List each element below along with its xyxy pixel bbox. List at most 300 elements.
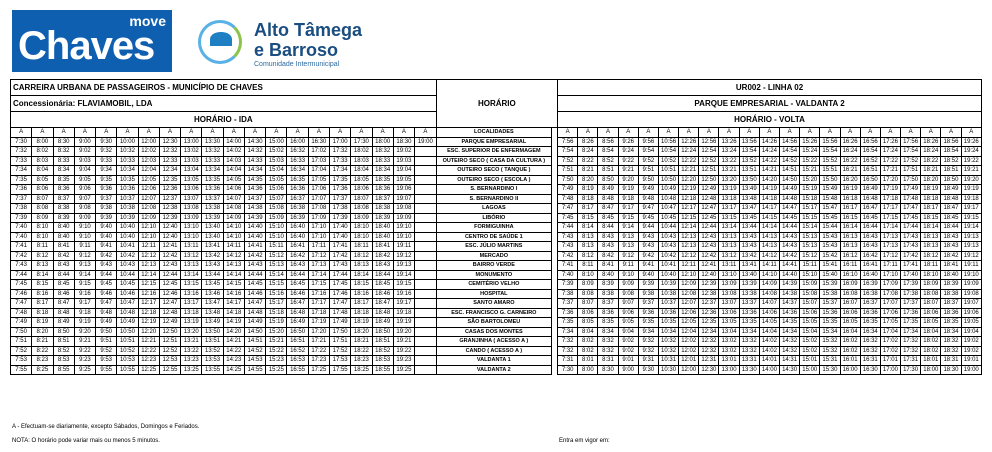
- volta-time: 16:49: [860, 185, 880, 195]
- volta-time: 9:15: [618, 213, 638, 223]
- stop-name: MONUMENTO: [436, 270, 551, 280]
- ida-time: 14:35: [244, 175, 265, 185]
- ida-time: 13:08: [181, 204, 202, 214]
- volta-time: 7:43: [558, 242, 578, 252]
- ida-time: 16:00: [287, 137, 308, 147]
- ida-time: 7:40: [11, 232, 32, 242]
- volta-time: 9:20: [618, 175, 638, 185]
- volta-time: 8:45: [598, 213, 618, 223]
- stop-name: ESC. SUPERIOR DE ENFERMAGEM: [436, 147, 551, 157]
- ida-time: 10:53: [117, 356, 138, 366]
- ida-time: 9:39: [96, 213, 117, 223]
- ida-time: 7:41: [11, 242, 32, 252]
- ida-time: [415, 223, 437, 233]
- ida-time: 9:33: [96, 156, 117, 166]
- volta-column-code: A: [719, 128, 739, 138]
- table-row: [11, 223, 982, 233]
- volta-time: 8:44: [598, 223, 618, 233]
- volta-time: 18:05: [921, 318, 941, 328]
- table-row: [11, 337, 982, 347]
- volta-time: 14:41: [779, 261, 799, 271]
- volta-time: 12:39: [699, 280, 719, 290]
- volta-time: 15:18: [800, 194, 820, 204]
- volta-time: 19:01: [961, 356, 981, 366]
- ida-time: 18:43: [372, 261, 393, 271]
- volta-time: 8:31: [598, 356, 618, 366]
- volta-time: 12:43: [699, 242, 719, 252]
- volta-time: 18:41: [941, 261, 961, 271]
- ida-time: 12:55: [159, 365, 180, 375]
- volta-time: 14:32: [779, 337, 799, 347]
- volta-heading: HORÁRIO - VOLTA: [558, 112, 982, 128]
- ida-time: 7:30: [11, 137, 32, 147]
- stop-name: SÃO BARTOLOMEU: [436, 318, 551, 328]
- volta-time: 8:13: [578, 232, 598, 242]
- ida-time: 14:42: [244, 251, 265, 261]
- volta-time: 10:32: [658, 346, 678, 356]
- volta-time: 12:09: [679, 280, 699, 290]
- ida-time: 17:23: [308, 356, 329, 366]
- volta-column-code: A: [941, 128, 961, 138]
- volta-time: 13:56: [739, 137, 759, 147]
- ida-time: 9:34: [96, 166, 117, 176]
- stop-name: SANTO AMARO: [436, 299, 551, 309]
- volta-time: 13:37: [739, 299, 759, 309]
- ida-time: 15:07: [266, 194, 287, 204]
- volta-time: 9:32: [638, 337, 658, 347]
- ida-time: 8:25: [32, 365, 53, 375]
- volta-time: 15:48: [820, 194, 840, 204]
- volta-time: 13:18: [719, 194, 739, 204]
- ida-time: 17:40: [329, 223, 350, 233]
- ida-time: 18:14: [351, 270, 372, 280]
- volta-time: 12:50: [699, 175, 719, 185]
- volta-time: 8:09: [578, 280, 598, 290]
- volta-time: 16:43: [860, 242, 880, 252]
- table-row: [11, 280, 982, 290]
- ida-time: 7:32: [11, 147, 32, 157]
- volta-time: 9:19: [618, 185, 638, 195]
- volta-time: 18:42: [941, 251, 961, 261]
- volta-time: 15:04: [800, 327, 820, 337]
- ida-time: 7:52: [11, 346, 32, 356]
- volta-time: 13:26: [719, 137, 739, 147]
- volta-time: 15:52: [820, 156, 840, 166]
- ida-time: 16:45: [287, 280, 308, 290]
- ida-time: 10:48: [117, 308, 138, 318]
- volta-time: 13:50: [739, 175, 759, 185]
- ida-time: 8:13: [32, 261, 53, 271]
- ida-time: 8:10: [32, 232, 53, 242]
- volta-time: 15:50: [820, 175, 840, 185]
- volta-time: 14:13: [759, 242, 779, 252]
- ida-time: 18:40: [372, 223, 393, 233]
- ida-time: 13:38: [202, 204, 223, 214]
- volta-time: 13:09: [719, 280, 739, 290]
- volta-time: 15:56: [820, 137, 840, 147]
- ida-time: [415, 346, 437, 356]
- volta-column-code: A: [961, 128, 981, 138]
- ida-time: 13:03: [181, 156, 202, 166]
- ida-time: 12:46: [159, 289, 180, 299]
- ida-time: 8:41: [53, 242, 74, 252]
- volta-time: 18:11: [921, 261, 941, 271]
- volta-time: 12:02: [679, 337, 699, 347]
- ida-time: 13:14: [181, 270, 202, 280]
- ida-time: [415, 365, 437, 375]
- ida-time: 14:05: [223, 175, 244, 185]
- ida-time: 17:17: [308, 299, 329, 309]
- volta-time: 7:41: [558, 261, 578, 271]
- volta-column-code: A: [921, 128, 941, 138]
- volta-time: 14:11: [759, 261, 779, 271]
- volta-time: 15:49: [820, 185, 840, 195]
- volta-time: 17:01: [880, 356, 900, 366]
- ida-time: 13:10: [181, 223, 202, 233]
- volta-time: 19:11: [961, 261, 981, 271]
- ida-time: 18:15: [351, 280, 372, 290]
- stop-name: MERCADO: [436, 251, 551, 261]
- volta-time: 19:04: [961, 327, 981, 337]
- ida-time: 13:46: [202, 289, 223, 299]
- volta-time: 12:10: [679, 270, 699, 280]
- ida-column-code: A: [223, 128, 244, 138]
- volta-time: 16:02: [840, 346, 860, 356]
- ida-time: 14:14: [223, 270, 244, 280]
- ida-time: 7:33: [11, 156, 32, 166]
- ida-time: 8:39: [53, 213, 74, 223]
- ida-time: 18:34: [372, 166, 393, 176]
- volta-time: 19:12: [961, 251, 981, 261]
- ida-time: 14:17: [223, 299, 244, 309]
- ida-time: 17:39: [329, 213, 350, 223]
- volta-time: 16:31: [860, 356, 880, 366]
- volta-time: 14:08: [759, 289, 779, 299]
- volta-time: 15:54: [820, 147, 840, 157]
- volta-time: 17:05: [880, 318, 900, 328]
- volta-time: 14:35: [779, 318, 799, 328]
- volta-time: 16:08: [840, 289, 860, 299]
- ida-time: 17:11: [308, 242, 329, 252]
- ida-time: 18:44: [372, 270, 393, 280]
- ida-time: 13:00: [181, 137, 202, 147]
- ida-time: 17:19: [308, 318, 329, 328]
- ida-time: 14:41: [244, 242, 265, 252]
- ida-time: 9:21: [74, 337, 95, 347]
- volta-time: 7:49: [558, 185, 578, 195]
- ida-time: 7:47: [11, 299, 32, 309]
- volta-time: 13:34: [739, 327, 759, 337]
- table-row: [11, 308, 982, 318]
- ida-time: 17:50: [329, 327, 350, 337]
- ida-time: 18:00: [372, 137, 393, 147]
- volta-time: 15:13: [800, 242, 820, 252]
- ida-time: 18:06: [351, 185, 372, 195]
- volta-time: 12:38: [699, 289, 719, 299]
- ida-time: 9:12: [74, 251, 95, 261]
- ida-time: 18:08: [351, 204, 372, 214]
- note-variation: NOTA: O horário pode variar mais ou menos 5 minutos.: [12, 438, 160, 444]
- volta-time: 7:36: [558, 308, 578, 318]
- ida-time: 17:04: [308, 166, 329, 176]
- volta-time: 7:48: [558, 194, 578, 204]
- ida-time: 14:10: [223, 232, 244, 242]
- ida-time: 9:20: [74, 327, 95, 337]
- table-row: [11, 299, 982, 309]
- volta-time: 16:38: [860, 289, 880, 299]
- ida-time: [415, 327, 437, 337]
- volta-time: 10:41: [658, 261, 678, 271]
- volta-time: 12:47: [699, 204, 719, 214]
- ida-time: 13:04: [181, 166, 202, 176]
- ida-time: 12:10: [138, 232, 159, 242]
- ida-time: 8:43: [53, 261, 74, 271]
- volta-time: 18:04: [921, 327, 941, 337]
- volta-time: 17:52: [901, 156, 921, 166]
- volta-time: 14:18: [759, 194, 779, 204]
- ida-time: [415, 356, 437, 366]
- ida-time: 12:20: [138, 327, 159, 337]
- ida-time: 15:00: [266, 137, 287, 147]
- note-a: A - Efectuam-se diariamente, excepto Sábados, Domingos e Feriados.: [12, 424, 200, 430]
- volta-time: 13:32: [739, 337, 759, 347]
- volta-time: 9:13: [618, 232, 638, 242]
- ida-time: 7:44: [11, 270, 32, 280]
- volta-time: 17:17: [880, 204, 900, 214]
- ida-time: 9:32: [96, 147, 117, 157]
- ida-time: 8:04: [32, 166, 53, 176]
- volta-time: 8:40: [598, 270, 618, 280]
- volta-time: 12:54: [699, 147, 719, 157]
- volta-time: 14:00: [759, 365, 779, 375]
- volta-time: 7:38: [558, 289, 578, 299]
- ida-time: 15:13: [266, 261, 287, 271]
- ida-time: 14:50: [244, 327, 265, 337]
- ida-time: 8:08: [32, 204, 53, 214]
- volta-column-code: A: [638, 128, 658, 138]
- volta-time: 18:26: [921, 137, 941, 147]
- ida-time: 13:05: [181, 175, 202, 185]
- volta-time: 18:35: [941, 318, 961, 328]
- volta-time: 9:40: [638, 270, 658, 280]
- volta-time: 17:45: [901, 213, 921, 223]
- volta-time: 17:48: [901, 194, 921, 204]
- volta-time: 12:11: [679, 261, 699, 271]
- ida-time: 8:15: [32, 280, 53, 290]
- ida-time: 10:00: [117, 137, 138, 147]
- volta-time: 17:44: [901, 223, 921, 233]
- stop-name: LAGOAS: [436, 204, 551, 214]
- ida-time: 18:10: [351, 223, 372, 233]
- volta-time: 15:08: [800, 289, 820, 299]
- volta-time: 8:51: [598, 166, 618, 176]
- ida-time: [415, 175, 437, 185]
- volta-time: 18:38: [941, 289, 961, 299]
- ida-time: 19:20: [393, 327, 414, 337]
- volta-time: 9:24: [618, 147, 638, 157]
- volta-time: 15:31: [820, 356, 840, 366]
- ida-time: 15:08: [266, 204, 287, 214]
- ida-time: 15:10: [266, 223, 287, 233]
- ida-time: 9:06: [74, 185, 95, 195]
- atb-emblem-inner-icon: [210, 32, 232, 46]
- ida-time: 8:37: [53, 194, 74, 204]
- table-row: [11, 204, 982, 214]
- volta-time: 12:05: [679, 318, 699, 328]
- volta-time: 17:50: [901, 175, 921, 185]
- ida-time: [415, 194, 437, 204]
- ida-time: 14:37: [244, 194, 265, 204]
- ida-time: 12:30: [159, 137, 180, 147]
- ida-time: 14:44: [244, 270, 265, 280]
- ida-time: 18:33: [372, 156, 393, 166]
- ida-time: 13:30: [202, 137, 223, 147]
- ida-time: 9:30: [96, 137, 117, 147]
- ida-time: 9:10: [74, 223, 95, 233]
- ida-time: 12:13: [138, 261, 159, 271]
- ida-time: 18:20: [351, 327, 372, 337]
- ida-time: 10:41: [117, 242, 138, 252]
- volta-time: 19:05: [961, 318, 981, 328]
- ida-time: 18:23: [351, 356, 372, 366]
- volta-time: 14:24: [759, 147, 779, 157]
- volta-time: 8:17: [578, 204, 598, 214]
- volta-time: 8:04: [578, 327, 598, 337]
- ida-time: 7:45: [11, 280, 32, 290]
- volta-time: 7:35: [558, 318, 578, 328]
- ida-time: 9:40: [96, 232, 117, 242]
- ida-time: 17:21: [308, 337, 329, 347]
- volta-time: 7:30: [558, 365, 578, 375]
- ida-time: 14:47: [244, 299, 265, 309]
- stop-name: CANDO ( ACESSO A ): [436, 346, 551, 356]
- ida-time: 8:21: [32, 337, 53, 347]
- volta-time: 13:41: [739, 261, 759, 271]
- volta-time: 18:21: [921, 166, 941, 176]
- volta-time: 9:21: [618, 166, 638, 176]
- ida-time: 13:35: [202, 175, 223, 185]
- volta-time: 16:07: [840, 299, 860, 309]
- ida-time: 15:20: [266, 327, 287, 337]
- ida-time: 18:38: [372, 204, 393, 214]
- ida-time: 12:04: [138, 166, 159, 176]
- ida-time: 12:40: [159, 232, 180, 242]
- ida-time: 12:47: [159, 299, 180, 309]
- volta-time: 15:17: [800, 204, 820, 214]
- volta-time: 17:38: [901, 289, 921, 299]
- volta-time: 8:43: [598, 232, 618, 242]
- ida-time: 19:08: [393, 204, 414, 214]
- volta-time: 18:47: [941, 204, 961, 214]
- ida-time: 17:53: [329, 356, 350, 366]
- volta-time: 9:48: [638, 194, 658, 204]
- volta-time: 18:14: [921, 223, 941, 233]
- volta-time: 16:09: [840, 280, 860, 290]
- volta-time: 16:04: [840, 327, 860, 337]
- ida-time: 17:10: [308, 223, 329, 233]
- ida-time: 19:21: [393, 337, 414, 347]
- ida-time: 17:00: [329, 137, 350, 147]
- volta-time: 18:07: [921, 299, 941, 309]
- ida-heading: HORÁRIO - IDA: [11, 112, 437, 128]
- ida-column-code: A: [32, 128, 53, 138]
- volta-time: 16:37: [860, 299, 880, 309]
- volta-time: 19:14: [961, 223, 981, 233]
- ida-time: 15:14: [266, 270, 287, 280]
- ida-time: 13:32: [202, 147, 223, 157]
- volta-time: 8:42: [598, 251, 618, 261]
- volta-time: 8:05: [578, 318, 598, 328]
- volta-time: 12:37: [699, 299, 719, 309]
- volta-time: 15:11: [800, 261, 820, 271]
- volta-time: 8:26: [578, 137, 598, 147]
- volta-time: 16:13: [840, 232, 860, 242]
- volta-column-code: A: [840, 128, 860, 138]
- ida-time: 14:15: [223, 280, 244, 290]
- volta-time: 9:00: [618, 365, 638, 375]
- volta-time: 13:51: [739, 166, 759, 176]
- ida-column-code: A: [287, 128, 308, 138]
- ida-time: 14:36: [244, 185, 265, 195]
- ida-time: 12:52: [159, 346, 180, 356]
- ida-time: [415, 242, 437, 252]
- volta-time: 9:52: [638, 156, 658, 166]
- ida-time: 16:50: [287, 327, 308, 337]
- ida-time: 18:02: [351, 147, 372, 157]
- volta-time: 19:24: [961, 147, 981, 157]
- volta-time: 15:19: [800, 185, 820, 195]
- volta-time: 12:17: [679, 204, 699, 214]
- volta-time: 15:32: [820, 337, 840, 347]
- volta-time: 10:38: [658, 289, 678, 299]
- ida-time: [415, 337, 437, 347]
- volta-time: 17:49: [901, 185, 921, 195]
- ida-time: 7:34: [11, 166, 32, 176]
- volta-column-code: A: [699, 128, 719, 138]
- volta-time: 9:22: [618, 156, 638, 166]
- volta-time: 15:44: [820, 223, 840, 233]
- ida-time: 14:18: [223, 308, 244, 318]
- volta-time: 10:30: [658, 365, 678, 375]
- atb-line3: Comunidade Intermunicipal: [254, 61, 340, 68]
- volta-time: 17:41: [901, 261, 921, 271]
- ida-time: 18:12: [351, 251, 372, 261]
- volta-time: 13:21: [719, 166, 739, 176]
- volta-time: 12:12: [679, 251, 699, 261]
- ida-time: 9:37: [96, 194, 117, 204]
- volta-time: 8:48: [598, 194, 618, 204]
- table-row: [11, 356, 982, 366]
- volta-time: 16:01: [840, 356, 860, 366]
- ida-time: 12:38: [159, 204, 180, 214]
- ida-time: 9:48: [96, 308, 117, 318]
- volta-time: 14:17: [759, 204, 779, 214]
- volta-time: 10:40: [658, 270, 678, 280]
- ida-time: 8:09: [32, 213, 53, 223]
- volta-time: 18:36: [941, 308, 961, 318]
- ida-time: 14:40: [244, 223, 265, 233]
- volta-time: 16:44: [860, 223, 880, 233]
- volta-time: 15:39: [820, 280, 840, 290]
- ida-time: 12:12: [138, 251, 159, 261]
- ida-time: 8:02: [32, 147, 53, 157]
- ida-time: 19:13: [393, 261, 414, 271]
- volta-time: 16:48: [860, 194, 880, 204]
- volta-time: 14:47: [779, 204, 799, 214]
- ida-time: 14:39: [244, 213, 265, 223]
- volta-time: 8:20: [578, 175, 598, 185]
- volta-time: 14:38: [779, 289, 799, 299]
